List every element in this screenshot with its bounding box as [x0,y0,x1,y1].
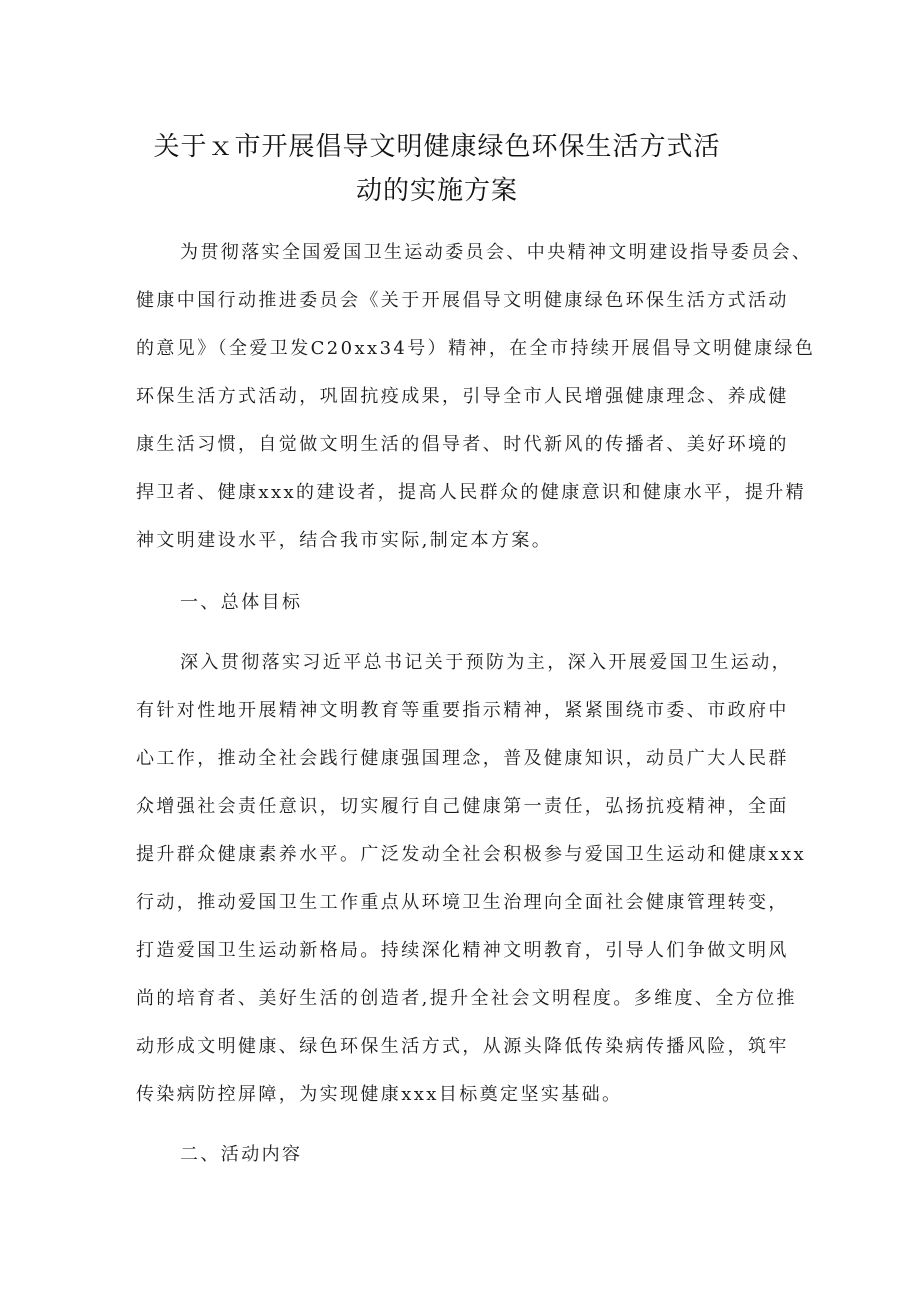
section1-line-6: 行动，推动爱国卫生工作重点从环境卫生治理向全面社会健康管理转变， [136,892,789,913]
section-heading-activities: 二、活动内容 [180,1144,303,1165]
section1-line-1: 深入贯彻落实习近平总书记关于预防为主，深入开展爱国卫生运动， [180,652,792,673]
document-title-line-1: 关于ｘ市开展倡导文明健康绿色环保生活方式活 [153,132,721,162]
section1-line-5: 提升群众健康素养水平。广泛发动全社会积极参与爱国卫生运动和健康xxx [136,844,807,865]
section-heading-goals: 一、总体目标 [180,592,303,613]
intro-line-6: 捍卫者、健康xxx的建设者，提高人民群众的健康意识和健康水平，提升精 [136,482,807,503]
intro-line-4: 环保生活方式活动，巩固抗疫成果，引导全市人民增强健康理念、养成健 [136,386,789,407]
section1-line-2: 有针对性地开展精神文明教育等重要指示精神，紧紧围绕市委、市政府中 [136,700,789,721]
section1-line-10: 传染病防控屏障，为实现健康xxx目标奠定坚实基础。 [136,1084,623,1105]
document-title-line-2: 动的实施方案 [355,176,518,206]
section1-line-9: 动形成文明健康、绿色环保生活方式，从源头降低传染病传播风险，筑牢 [136,1036,789,1057]
intro-line-3: 的意见》（全爱卫发C20xx34号）精神，在全市持续开展倡导文明健康绿色 [136,338,816,359]
intro-line-2: 健康中国行动推进委员会《关于开展倡导文明健康绿色环保生活方式活动 [136,290,789,311]
intro-line-1: 为贯彻落实全国爱国卫生运动委员会、中央精神文明建设指导委员会、 [180,242,813,263]
intro-line-7: 神文明建设水平，结合我市实际,制定本方案。 [136,530,553,551]
intro-line-5: 康生活习惯，自觉做文明生活的倡导者、时代新风的传播者、美好环境的 [136,434,789,455]
section1-line-8: 尚的培育者、美好生活的创造者,提升全社会文明程度。多维度、全方位推 [136,988,797,1009]
section1-line-4: 众增强社会责任意识，切实履行自己健康第一责任，弘扬抗疫精神，全面 [136,796,789,817]
section1-line-3: 心工作，推动全社会践行健康强国理念，普及健康知识，动员广大人民群 [136,748,789,769]
section1-line-7: 打造爱国卫生运动新格局。持续深化精神文明教育，引导人们争做文明风 [136,940,789,961]
